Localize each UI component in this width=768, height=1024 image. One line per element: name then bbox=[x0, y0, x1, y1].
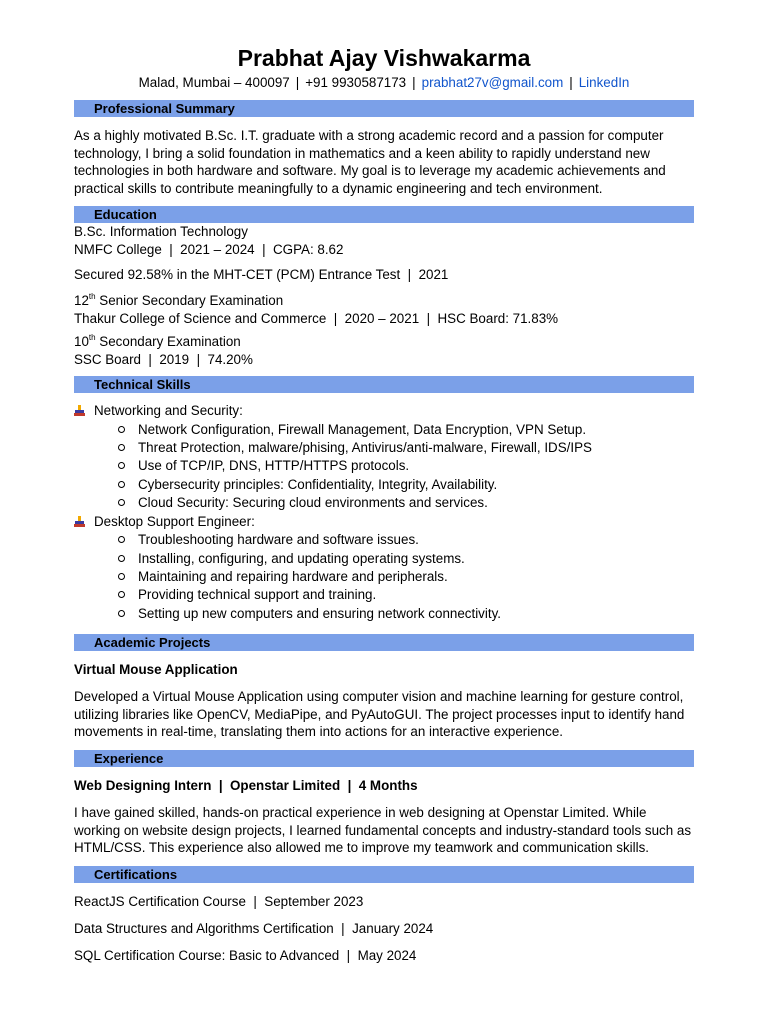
list-item bbox=[118, 457, 409, 474]
list-item-text: Maintaining and repairing hardware and peripherals. bbox=[138, 569, 448, 584]
list-item bbox=[118, 586, 376, 603]
email-link[interactable]: prabhat27v@gmail.com bbox=[421, 75, 564, 90]
skill-group-label: Desktop Support Engineer: bbox=[94, 514, 255, 529]
hsc-number: 12 bbox=[74, 293, 89, 308]
circle-bullet-icon bbox=[118, 462, 125, 469]
linkedin-link[interactable]: LinkedIn bbox=[578, 75, 630, 90]
skill-group-desktop-support bbox=[74, 513, 255, 530]
section-header-education bbox=[74, 206, 694, 223]
list-item bbox=[118, 421, 586, 438]
list-item bbox=[118, 550, 465, 567]
section-header-projects bbox=[74, 634, 694, 651]
circle-bullet-icon bbox=[118, 536, 125, 543]
degree-details: NMFC College | 2021 – 2024 | CGPA: 8.62 bbox=[74, 241, 344, 257]
hsc-title-text: Senior Secondary Examination bbox=[95, 293, 284, 308]
candidate-name: Prabhat Ajay Vishwakarma bbox=[237, 45, 531, 71]
list-item-text: Network Configuration, Firewall Management, Data Encryption, VPN Setup. bbox=[138, 422, 587, 437]
circle-bullet-icon bbox=[118, 591, 125, 598]
bullet-icon bbox=[74, 405, 85, 416]
ssc-number: 10 bbox=[74, 334, 89, 349]
degree-title: B.Sc. Information Technology bbox=[74, 224, 248, 239]
ssc-details: SSC Board | 2019 | 74.20% bbox=[74, 351, 253, 367]
project-description: Developed a Virtual Mouse Application using computer vision and machine learning for gesture control, utilizing libraries like OpenCV, MediaPipe, and PyAutoGUI. The project processes input to identify hand movements in real-time, translating them into actions for an interactive experience. bbox=[74, 689, 685, 739]
separator: | bbox=[295, 75, 300, 90]
circle-bullet-icon bbox=[118, 481, 125, 488]
section-header-summary bbox=[74, 100, 694, 117]
list-item-text: Setting up new computers and ensuring network connectivity. bbox=[138, 606, 501, 621]
contact-line bbox=[74, 74, 694, 91]
ssc-title bbox=[74, 333, 694, 351]
phone: +91 9930587173 bbox=[305, 75, 407, 90]
section-title: Academic Projects bbox=[94, 635, 211, 650]
list-item bbox=[118, 605, 501, 622]
ssc-superscript: th bbox=[88, 332, 96, 342]
summary-text: As a highly motivated B.Sc. I.T. graduate with a strong academic record and a passion for computer technology, I bring a solid foundation in mathematics and a keen ability to rapidly understand new technologies in both hardware and software. My goal is to leverage my academic achievements and practical skills to contribute meaningfully to a dynamic engineering and tech environment. bbox=[74, 128, 666, 196]
circle-bullet-icon bbox=[118, 444, 125, 451]
section-title: Professional Summary bbox=[94, 101, 235, 116]
bullet-icon bbox=[74, 516, 85, 527]
circle-bullet-icon bbox=[118, 426, 125, 433]
list-item bbox=[118, 531, 419, 548]
circle-bullet-icon bbox=[118, 573, 125, 580]
separator: | bbox=[569, 75, 573, 90]
certification-item: Data Structures and Algorithms Certification | January 2024 bbox=[74, 921, 434, 936]
skill-group-label: Networking and Security: bbox=[94, 403, 243, 418]
circle-bullet-icon bbox=[118, 499, 125, 506]
section-title: Experience bbox=[94, 751, 164, 766]
experience-description: I have gained skilled, hands-on practical experience in web designing at Openstar Limited. While working on website design projects, I learned fundamental concepts and industry-standard tools such as HTML/CSS. This experience also allowed me to improve my teamwork and communication skills. bbox=[74, 805, 692, 855]
section-header-certifications bbox=[74, 866, 694, 883]
list-item-text: Troubleshooting hardware and software issues. bbox=[138, 532, 419, 547]
circle-bullet-icon bbox=[118, 610, 125, 617]
skill-group-networking bbox=[74, 402, 243, 419]
list-item bbox=[118, 568, 448, 585]
section-header-skills bbox=[74, 376, 694, 393]
section-title: Certifications bbox=[94, 867, 178, 882]
ssc-title-text: Secondary Examination bbox=[95, 334, 241, 349]
certification-item: SQL Certification Course: Basic to Advanced | May 2024 bbox=[74, 948, 417, 963]
section-title: Education bbox=[94, 207, 157, 222]
list-item-text: Providing technical support and training. bbox=[138, 587, 377, 602]
circle-bullet-icon bbox=[118, 555, 125, 562]
list-item bbox=[118, 494, 488, 511]
list-item-text: Threat Protection, malware/phising, Antivirus/anti-malware, Firewall, IDS/IPS bbox=[138, 440, 592, 455]
list-item-text: Use of TCP/IP, DNS, HTTP/HTTPS protocols. bbox=[138, 458, 410, 473]
experience-role: Web Designing Intern | Openstar Limited | 4 Months bbox=[74, 778, 418, 793]
list-item bbox=[118, 439, 592, 456]
education-hsc bbox=[74, 292, 694, 327]
cet-score: Secured 92.58% in the MHT-CET (PCM) Entrance Test | 2021 bbox=[74, 267, 449, 282]
section-title: Technical Skills bbox=[94, 377, 191, 392]
list-item-text: Installing, configuring, and updating operating systems. bbox=[138, 551, 465, 566]
education-ssc bbox=[74, 333, 694, 368]
separator: | bbox=[412, 75, 416, 90]
list-item bbox=[118, 476, 497, 493]
hsc-title bbox=[74, 292, 694, 310]
certification-item: ReactJS Certification Course | September 2023 bbox=[74, 894, 364, 909]
list-item-text: Cybersecurity principles: Confidentiality, Integrity, Availability. bbox=[138, 477, 498, 492]
education-degree bbox=[74, 223, 694, 258]
hsc-details: Thakur College of Science and Commerce | 2020 – 2021 | HSC Board: 71.83% bbox=[74, 310, 559, 326]
hsc-superscript: th bbox=[88, 291, 96, 301]
location: Malad, Mumbai – 400097 bbox=[138, 75, 290, 90]
list-item-text: Cloud Security: Securing cloud environments and services. bbox=[138, 495, 488, 510]
section-header-experience bbox=[74, 750, 694, 767]
project-name: Virtual Mouse Application bbox=[74, 662, 238, 677]
